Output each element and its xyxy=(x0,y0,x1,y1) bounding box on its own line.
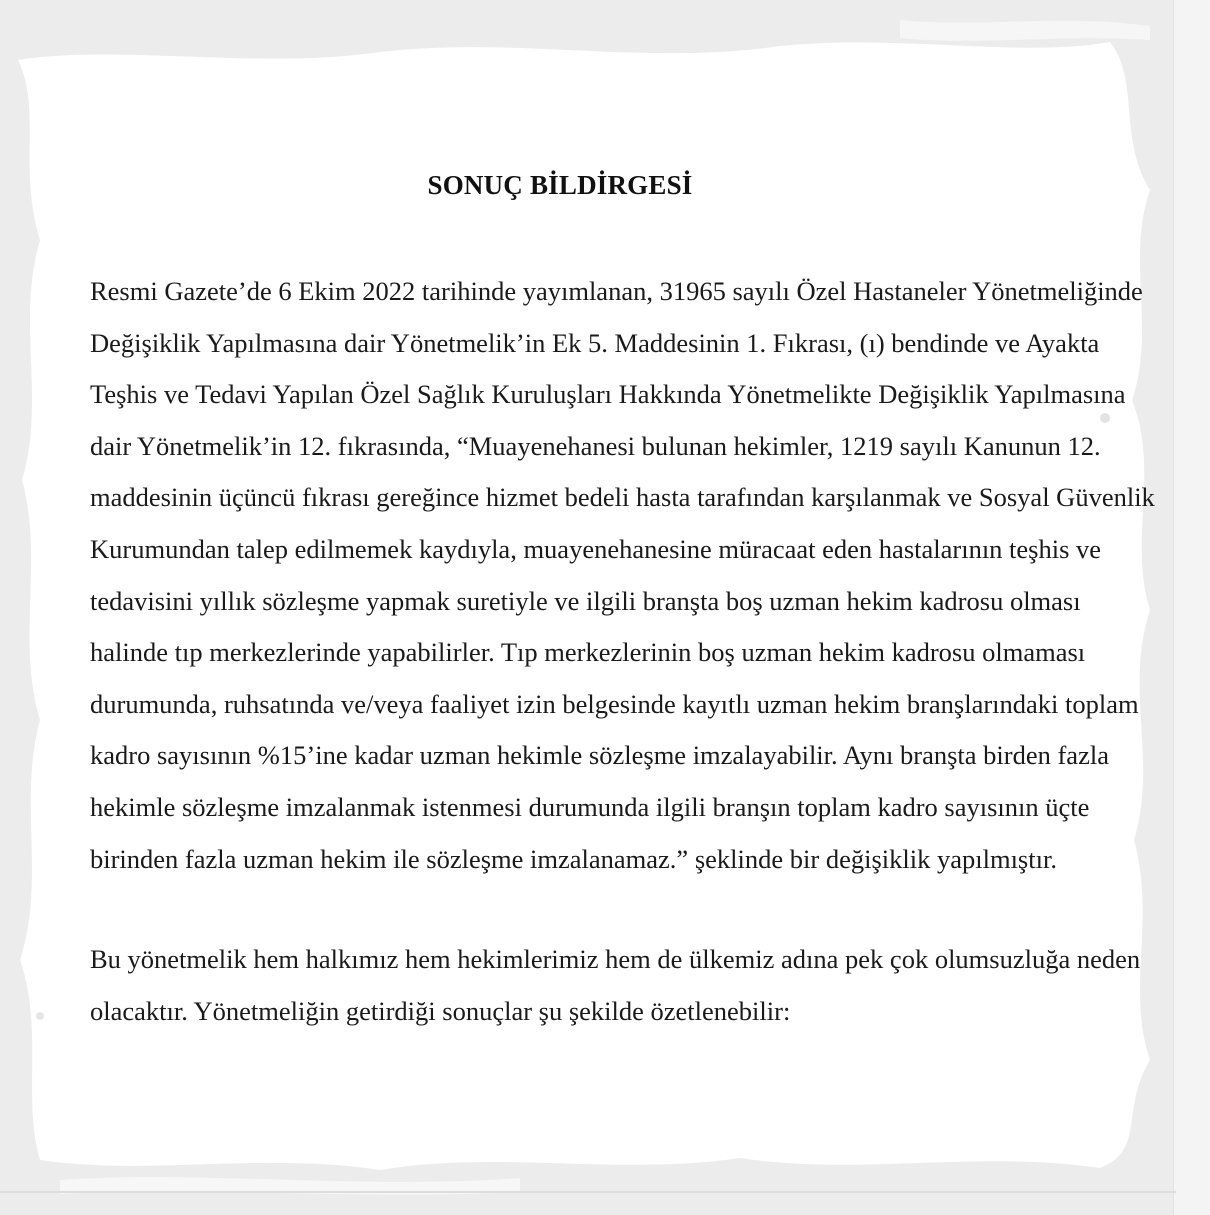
right-page-edge xyxy=(1173,0,1210,1215)
text-line: birinden fazla uzman hekim ile sözleşme imzalanamaz.” şeklinde bir değişiklik yapılmıştır. xyxy=(90,843,1057,874)
text-line: Teşhis ve Tedavi Yapılan Özel Sağlık Kuruluşları Hakkında Yönetmelikte Değişiklik Yapılmasına xyxy=(90,379,1126,410)
text-line: dair Yönetmelik’in 12. fıkrasında, “Muayenehanesi bulunan hekimler, 1219 sayılı Kanunun 12. xyxy=(90,430,1101,461)
text-line: olacaktır. Yönetmeliğin getirdiği sonuçlar şu şekilde özetlenebilir: xyxy=(90,995,791,1026)
text-line: hekimle sözleşme imzalanmak istenmesi durumunda ilgili branşın toplam kadro sayısının üçte xyxy=(90,791,1090,822)
text-line: tedavisini yıllık sözleşme yapmak suretiyle ve ilgili branşta boş uzman hekim kadrosu olması xyxy=(90,585,1081,616)
bottom-divider xyxy=(0,1191,1176,1193)
text-line: maddesinin üçüncü fıkrası gereğince hizmet bedeli hasta tarafından karşılanmak ve Sosyal Güvenlik xyxy=(90,482,1155,513)
text-line: halinde tıp merkezlerinde yapabilirler. Tıp merkezlerinin boş uzman hekim kadrosu olmaması xyxy=(90,637,1086,668)
text-line: Bu yönetmelik hem halkımız hem hekimlerimiz hem de ülkemiz adına pek çok olumsuzluğa neden xyxy=(90,944,1141,974)
text-line: durumunda, ruhsatında ve/veya faaliyet izin belgesinde kayıtlı uzman hekim branşlarındaki toplam xyxy=(90,688,1139,719)
text-line: kadro sayısının %15’ine kadar uzman hekimle sözleşme imzalayabilir. Aynı branşta birden fazla xyxy=(90,740,1109,771)
paragraph-regulation-summary xyxy=(90,266,1155,885)
text-line: Resmi Gazete’de 6 Ekim 2022 tarihinde yayımlanan, 31965 sayılı Özel Hastaneler Yönetmeliğinde xyxy=(90,276,1143,306)
document-title: SONUÇ BİLDİRGESİ xyxy=(427,170,693,200)
paragraph-consequences-intro xyxy=(90,934,1141,1037)
text-line: Kurumundan talep edilmemek kaydıyla, muayenehanesine müracaat eden hastalarının teşhis ve xyxy=(90,533,1102,564)
text-line: Değişiklik Yapılmasına dair Yönetmelik’in Ek 5. Maddesinin 1. Fıkrası, (ı) bendinde ve Ayakta xyxy=(90,327,1100,358)
